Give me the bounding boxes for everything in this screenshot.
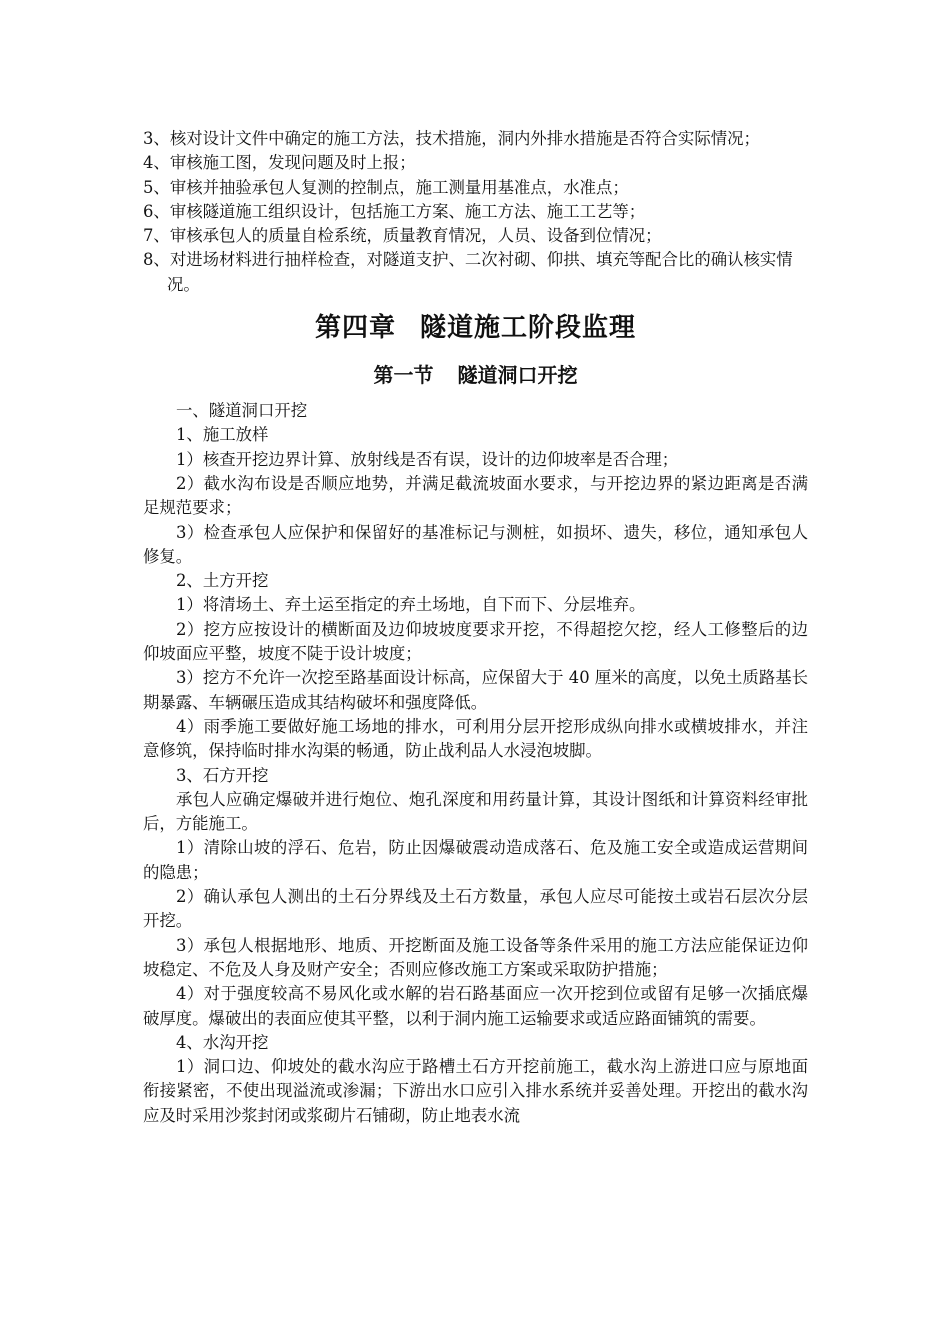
section-title: 隧道洞口开挖 [457,363,578,388]
list-item: 5、审核并抽验承包人复测的控制点，施工测量用基准点，水准点； [143,177,629,197]
item-heading: 1、施工放样 [176,425,269,445]
item-heading: 4、水沟开挖 [176,1032,269,1052]
section-heading [143,355,808,399]
chapter-heading [143,297,808,355]
subheading: 一、隧道洞口开挖 [176,401,308,421]
paragraph: 4）对于强度较高不易风化或水解的岩石路基面应一次开挖到位或留有足够一次插底爆破厚度。爆破出的表面应使其平整，以利于洞内施工运输要求或适应路面铺筑的需要。 [143,984,808,1028]
paragraph: 1）清除山坡的浮石、危岩，防止因爆破震动造成落石、危及施工安全或造成运营期间的隐患； [143,838,808,882]
paragraph: 2）确认承包人测出的土石分界线及土石方数量，承包人应尽可能按土或岩石层次分层开挖。 [143,887,808,931]
chapter-number: 第四章 [314,313,396,344]
paragraph: 3）检查承包人应保护和保留好的基准标记与测桩，如损坏、遗失，移位，通知承包人修复。 [143,522,808,566]
paragraph: 1）核查开挖边界计算、放射线是否有误，设计的边仰坡率是否合理； [176,449,679,469]
paragraph: 1）将清场土、弃土运至指定的弃土场地，自下而下、分层堆弃。 [176,595,646,615]
document-page [143,127,808,1128]
list-item: 3、核对设计文件中确定的施工方法，技术措施，洞内外排水措施是否符合实际情况； [143,129,760,148]
paragraph: 3）挖方不允许一次挖至路基面设计标高，应保留大于 40 厘米的高度，以免土质路基长期暴露、车辆碾压造成其结构破坏和强度降低。 [143,668,808,712]
item-heading: 2、土方开挖 [176,571,269,591]
list-item: 7、审核承包人的质量自检系统，质量教育情况，人员、设备到位情况； [143,226,662,246]
paragraph: 3）承包人根据地形、地质、开挖断面及施工设备等条件采用的施工方法应能保证边仰坡稳定、不危及人身及财产安全；否则应修改施工方案或采取防护措施； [143,935,808,979]
list-item: 6、审核隧道施工组织设计，包括施工方案、施工方法、施工工艺等； [143,201,646,221]
list-item: 8、对进场材料进行抽样检查，对隧道支护、二次衬砌、仰拱、填充等配合比的确认核实情况。 [143,250,793,294]
paragraph: 2）截水沟布设是否顺应地势，并满足截流坡面水要求，与开挖边界的紧边距离是否满足规范要求； [143,473,808,518]
item-heading: 3、石方开挖 [176,765,269,785]
list-item: 4、审核施工图，发现问题及时上报； [143,153,416,173]
section-number: 第一节 [373,363,434,388]
paragraph: 4）雨季施工要做好施工场地的排水，可利用分层开挖形成纵向排水或横坡排水，并注意修筑，保持临时排水沟渠的畅通，防止战利品人水浸泡坡脚。 [143,716,808,761]
paragraph: 2）挖方应按设计的横断面及边仰坡坡度要求开挖，不得超挖欠挖，经人工修整后的边仰坡面应平整，坡度不陡于设计坡度； [143,619,808,664]
paragraph: 承包人应确定爆破并进行炮位、炮孔深度和用药量计算，其设计图纸和计算资料经审批后，方能施工。 [143,789,808,834]
paragraph: 1）洞口边、仰坡处的截水沟应于路槽土石方开挖前施工，截水沟上游进口应与原地面衔接紧密，不使出现溢流或渗漏；下游出水口应引入排水系统并妥善处理。开挖出的截水沟应及时采用沙浆封闭或浆砌片石铺砌，防止地表水流 [143,1057,808,1125]
chapter-title: 隧道施工阶段监理 [420,313,637,344]
